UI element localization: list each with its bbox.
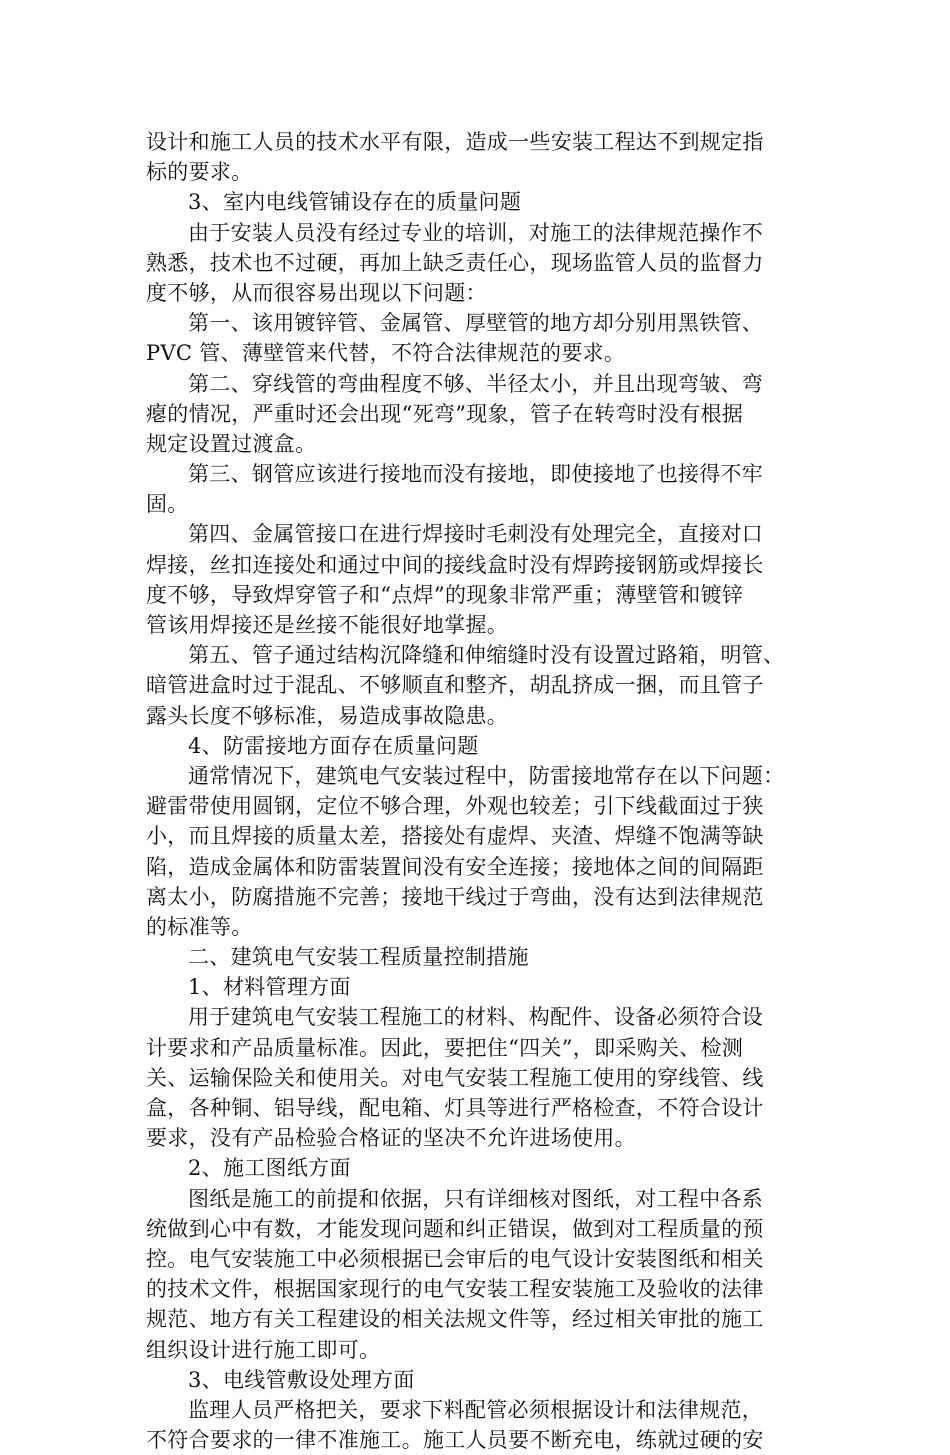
text-line: 离太小，防腐措施不完善；接地干线过于弯曲，没有达到法律规范 bbox=[146, 884, 764, 909]
text-line: 要求，没有产品检验合格证的坚决不允许进场使用。 bbox=[146, 1126, 636, 1151]
text-line: 1、材料管理方面 bbox=[188, 975, 351, 1000]
text-line: 统做到心中有数，才能发现问题和纠正错误，做到对工程质量的预 bbox=[146, 1216, 764, 1241]
text-line: 3、电线管敷设处理方面 bbox=[188, 1367, 415, 1392]
text-line: 露头长度不够标准，易造成事故隐患。 bbox=[146, 703, 509, 728]
text-line: 盒，各种铜、铝导线，配电箱、灯具等进行严格检查，不符合设计 bbox=[146, 1096, 764, 1120]
text-line: 第一、该用镀锌管、金属管、厚壁管的地方却分别用黑铁管、 bbox=[188, 311, 764, 336]
text-line: 瘪的情况，严重时还会出现“死弯”现象，管子在转弯时没有根据 bbox=[146, 401, 744, 426]
text-line: 陷，造成金属体和防雷装置间没有安全连接；接地体之间的间隔距 bbox=[146, 854, 764, 879]
text-line: 通常情况下，建筑电气安装过程中，防雷接地常存在以下问题： bbox=[188, 763, 785, 788]
text-line: 监理人员严格把关，要求下料配管必须根据设计和法律规范， bbox=[188, 1397, 764, 1422]
text-line: 3、室内电线管铺设存在的质量问题 bbox=[188, 190, 522, 215]
text-line: PVC 管、薄壁管来代替，不符合法律规范的要求。 bbox=[146, 341, 626, 366]
text-line: 图纸是施工的前提和依据，只有详细核对图纸，对工程中各系 bbox=[188, 1186, 764, 1211]
text-line: 小，而且焊接的质量太差，搭接处有虚焊、夹渣、焊缝不饱满等缺 bbox=[146, 824, 764, 849]
text-line: 第五、管子通过结构沉降缝和伸缩缝时没有设置过路箱，明管、 bbox=[188, 643, 785, 668]
text-line: 的技术文件，根据国家现行的电气安装工程安装施工及验收的法律 bbox=[146, 1277, 764, 1302]
text-line: 避雷带使用圆钢，定位不够合理，外观也较差；引下线截面过于狭 bbox=[146, 794, 764, 819]
text-line: 由于安装人员没有经过专业的培训，对施工的法律规范操作不 bbox=[188, 220, 764, 245]
text-line: 控。电气安装施工中必须根据已会审后的电气设计安装图纸和相关 bbox=[146, 1246, 764, 1271]
text-line: 管该用焊接还是丝接不能很好地掌握。 bbox=[146, 613, 509, 637]
text-line: 用于建筑电气安装工程施工的材料、构配件、设备必须符合设 bbox=[188, 1005, 764, 1030]
text-line: 设计和施工人员的技术水平有限，造成一些安装工程达不到规定指 bbox=[146, 130, 764, 154]
text-line: 第四、金属管接口在进行焊接时毛刺没有处理完全，直接对口 bbox=[188, 522, 764, 547]
text-line: 2、施工图纸方面 bbox=[188, 1156, 351, 1181]
text-line: 关、运输保险关和使用关。对电气安装工程施工使用的穿线管、线 bbox=[146, 1065, 764, 1090]
text-line: 的标准等。 bbox=[146, 914, 253, 939]
text-line: 焊接，丝扣连接处和通过中间的接线盒时没有焊跨接钢筋或焊接长 bbox=[146, 552, 764, 577]
text-line: 组织设计进行施工即可。 bbox=[146, 1337, 381, 1362]
text-line: 标的要求。 bbox=[146, 160, 253, 185]
text-line: 固。 bbox=[146, 492, 189, 517]
text-line: 计要求和产品质量标准。因此，要把住“四关”，即采购关、检测 bbox=[146, 1035, 744, 1060]
text-line: 不符合要求的一律不准施工。施工人员要不断充电，练就过硬的安 bbox=[146, 1428, 764, 1453]
text-line: 度不够，从而很容易出现以下问题： bbox=[146, 280, 487, 305]
text-line: 第三、钢管应该进行接地而没有接地，即使接地了也接得不牢 bbox=[188, 462, 764, 487]
text-line: 熟悉，技术也不过硬，再加上缺乏责任心，现场监管人员的监督力 bbox=[146, 250, 764, 275]
text-line: 第二、穿线管的弯曲程度不够、半径太小，并且出现弯皱、弯 bbox=[188, 371, 764, 396]
text-line: 二、建筑电气安装工程质量控制措施 bbox=[188, 945, 529, 970]
text-line: 度不够，导致焊穿管子和“点焊”的现象非常严重；薄壁管和镀锌 bbox=[146, 582, 744, 607]
text-line: 规范、地方有关工程建设的相关法规文件等，经过相关审批的施工 bbox=[146, 1307, 764, 1332]
document-body-text bbox=[146, 127, 806, 1455]
text-line: 暗管进盒时过于混乱、不够顺直和整齐，胡乱挤成一捆，而且管子 bbox=[146, 673, 764, 698]
text-line: 4、防雷接地方面存在质量问题 bbox=[188, 733, 479, 758]
text-line: 规定设置过渡盒。 bbox=[146, 431, 317, 456]
